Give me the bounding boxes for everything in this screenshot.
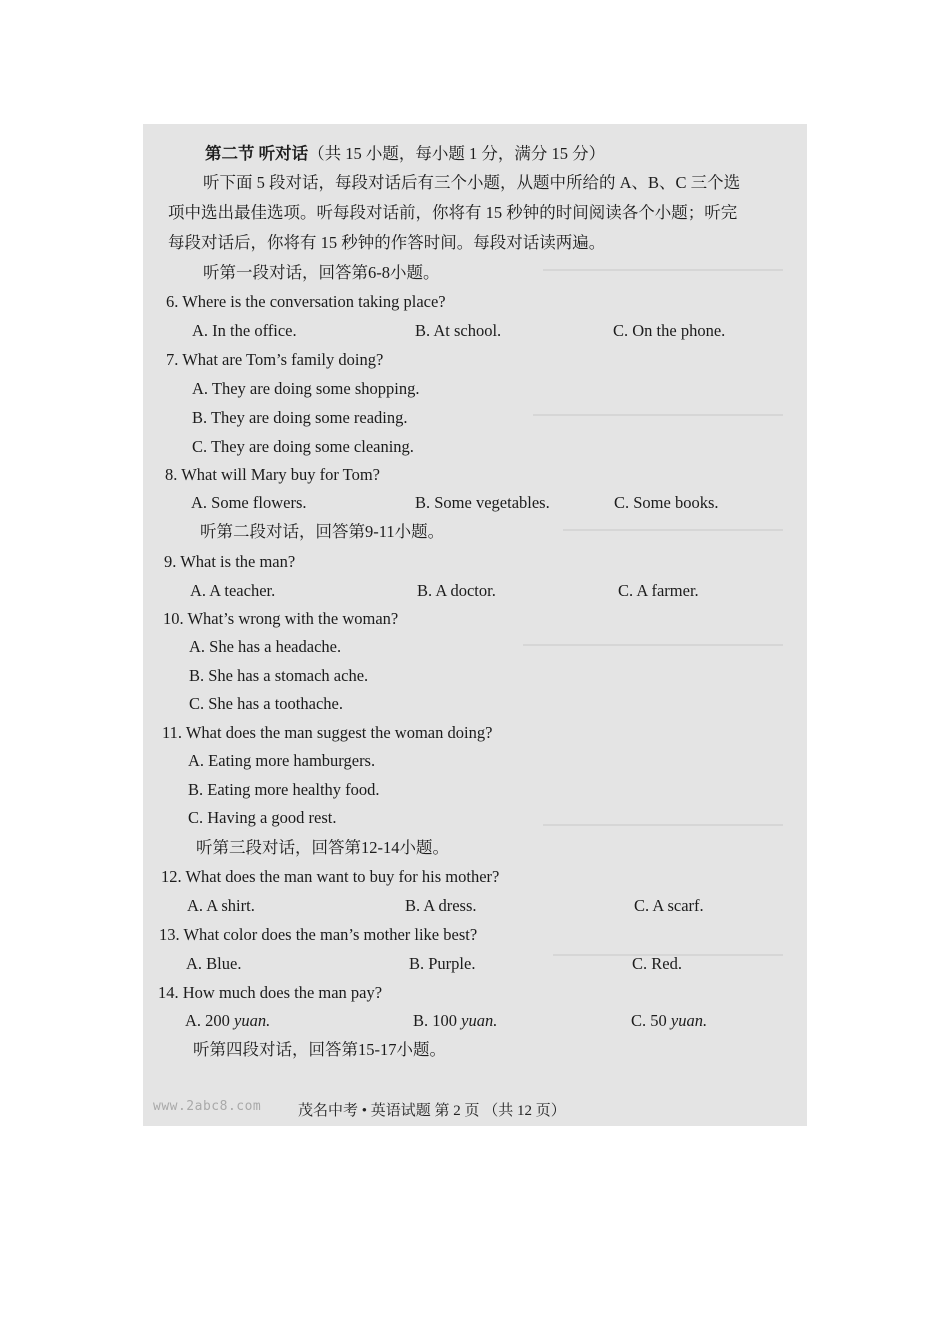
question-6: 6. Where is the conversation taking place? <box>166 292 446 311</box>
option-c: C. They are doing some cleaning. <box>192 437 414 456</box>
bleed-through-line <box>523 644 783 646</box>
option-a: A. Eating more hamburgers. <box>188 751 376 770</box>
option-b: B. At school. <box>415 321 502 340</box>
option-c: C. She has a toothache. <box>189 694 343 713</box>
option-b: B. Some vegetables. <box>415 493 550 512</box>
option-c: C. Having a good rest. <box>188 808 337 827</box>
option-a: A. In the office. <box>192 321 297 340</box>
dialogue-prompt: 听第三段对话，回答第12-14小题。 <box>196 838 449 857</box>
option-b: B. A doctor. <box>417 581 496 600</box>
option-b: B. She has a stomach ache. <box>189 666 369 685</box>
option-c: C. A scarf. <box>634 896 704 915</box>
question-7: 7. What are Tom’s family doing? <box>166 350 384 369</box>
scanned-page <box>143 124 807 1126</box>
option-b: B. A dress. <box>405 896 477 915</box>
option-c: C. On the phone. <box>613 321 726 340</box>
question-11: 11. What does the man suggest the woman doing? <box>162 723 493 742</box>
instruction-line: 每段对话后，你将有 15 秒钟的作答时间。每段对话读两遍。 <box>168 233 606 252</box>
question-12: 12. What does the man want to buy for his mother? <box>161 867 500 886</box>
option-b: B. 100 yuan. <box>413 1011 498 1030</box>
option-c: C. Red. <box>632 954 682 973</box>
option-c: C. 50 yuan. <box>631 1011 708 1030</box>
bleed-through-line <box>543 824 783 826</box>
dialogue-prompt: 听第二段对话，回答第9-11小题。 <box>200 522 445 541</box>
question-9: 9. What is the man? <box>164 552 296 571</box>
option-c: C. A farmer. <box>618 581 699 600</box>
option-a: A. Blue. <box>186 954 242 973</box>
option-b: B. Eating more healthy food. <box>188 780 380 799</box>
option-a: A. A shirt. <box>187 896 255 915</box>
section-scoring: （共 15 小题，每小题 1 分，满分 15 分） <box>308 144 606 163</box>
option-a: A. She has a headache. <box>189 637 342 656</box>
option-a: A. Some flowers. <box>191 493 307 512</box>
option-a: A. 200 yuan. <box>185 1011 271 1030</box>
bleed-through-line <box>563 529 783 531</box>
option-b: B. Purple. <box>409 954 476 973</box>
instruction-line: 听下面 5 段对话，每段对话后有三个小题，从题中所给的 A、B、C 三个选 <box>203 173 741 192</box>
option-a: A. A teacher. <box>190 581 276 600</box>
question-14: 14. How much does the man pay? <box>158 983 383 1002</box>
instruction-line: 项中选出最佳选项。听每段对话前，你将有 15 秒钟的时间阅读各个小题；听完 <box>168 203 738 222</box>
question-13: 13. What color does the man’s mother like best? <box>159 925 478 944</box>
dialogue-prompt: 听第一段对话，回答第6-8小题。 <box>203 263 440 282</box>
footer-page-info: 茂名中考 • 英语试题 第 2 页 （共 12 页） <box>298 1103 566 1119</box>
option-c: C. Some books. <box>614 493 719 512</box>
option-a: A. They are doing some shopping. <box>192 379 420 398</box>
page-footer <box>143 1099 807 1121</box>
bleed-through-line <box>543 269 783 271</box>
question-8: 8. What will Mary buy for Tom? <box>165 465 380 484</box>
option-b: B. They are doing some reading. <box>192 408 408 427</box>
watermark: www.2abc8.com <box>153 1099 262 1114</box>
question-10: 10. What’s wrong with the woman? <box>163 609 399 628</box>
bleed-through-line <box>533 414 783 416</box>
section-title: 第二节 听对话 <box>205 144 309 163</box>
section-heading <box>205 144 605 164</box>
dialogue-prompt: 听第四段对话，回答第15-17小题。 <box>193 1040 446 1059</box>
